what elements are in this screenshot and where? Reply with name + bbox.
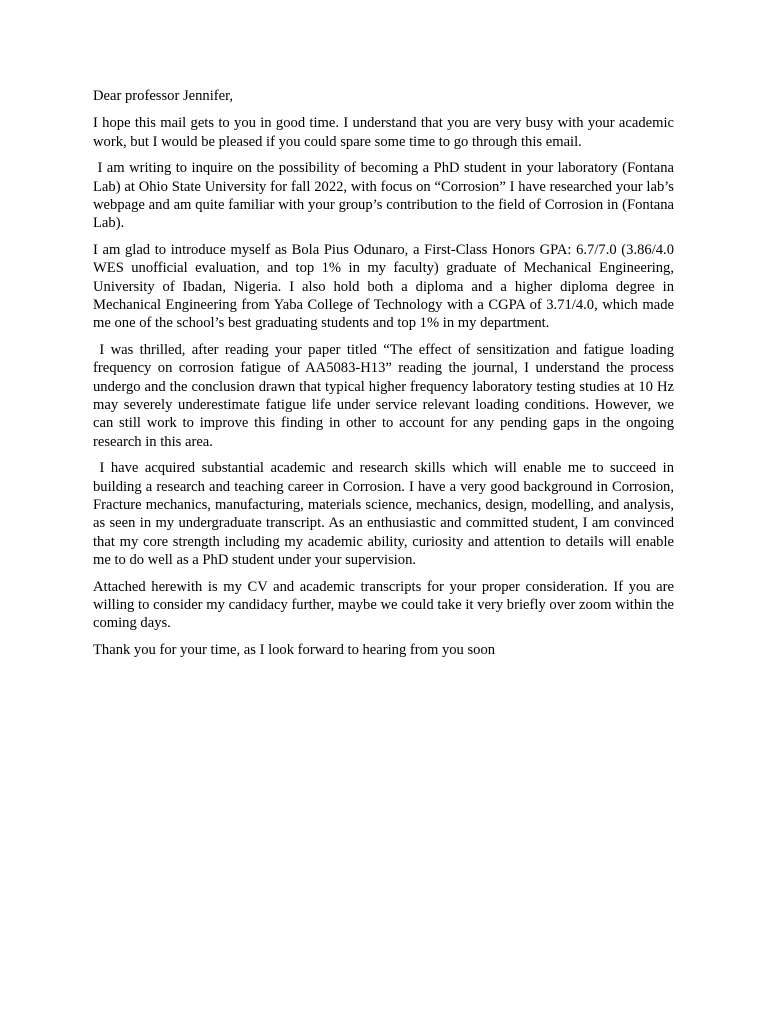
paragraph-introduction: I am glad to introduce myself as Bola Pius Odunaro, a First-Class Honors GPA: 6.7/7.0 (3.86/4.0 WES unofficial evaluation, and top 1% in my faculty) graduate of Mechanical Engineering, University of Ibadan, Nigeria. I also hold both a diploma and a higher diploma degree in Mechanical Engineering from Yaba College of Technology with a CGPA of 3.71/4.0, which made me one of the school’s best graduating students and top 1% in my department. bbox=[93, 242, 678, 332]
paragraph-skills: I have acquired substantial academic and research skills which will enable me to succeed in building a research and teaching career in Corrosion. I have a very good background in Corrosion, Fracture mechanics, manufacturing, materials science, mechanics, design, modelling, and analysis, as seen in my undergraduate transcript. As an enthusiastic and committed student, I am convinced that my core strength including my academic ability, curiosity and attention to details will enable me to do well as a PhD student under your supervision. bbox=[93, 460, 678, 568]
paragraph-attachments: Attached herewith is my CV and academic transcripts for your proper consideration. If you are willing to consider my candidacy further, maybe we could take it very briefly over zoom within the coming days. bbox=[93, 578, 678, 632]
closing-line: Thank you for your time, as I look forward to hearing from you soon bbox=[93, 642, 496, 659]
paragraph-research-paper: I was thrilled, after reading your paper titled “The effect of sensitization and fatigue loading frequency on corrosion fatigue of AA5083-H13” reading the journal, I understand the process undergo and the conclusion drawn that typical higher frequency laboratory testing studies at 10 Hz may severely underestimate fatigue life under service relevant loading conditions. However, we can still work to improve this finding in other to account for any pending gaps in the ongoing research in this area. bbox=[93, 342, 678, 450]
letter-body bbox=[93, 87, 678, 668]
salutation: Dear professor Jennifer, bbox=[93, 88, 234, 104]
paragraph-inquiry: I am writing to inquire on the possibility of becoming a PhD student in your laboratory (Fontana Lab) at Ohio State University for fall 2022, with focus on “Corrosion” I have researched your lab’s webpage and am quite familiar with your group’s contribution to the field of Corrosion in (Fontana Lab). bbox=[93, 160, 678, 232]
paragraph-greeting: I hope this mail gets to you in good time. I understand that you are very busy with your academic work, but I would be pleased if you could spare some time to go through this email. bbox=[93, 115, 678, 150]
